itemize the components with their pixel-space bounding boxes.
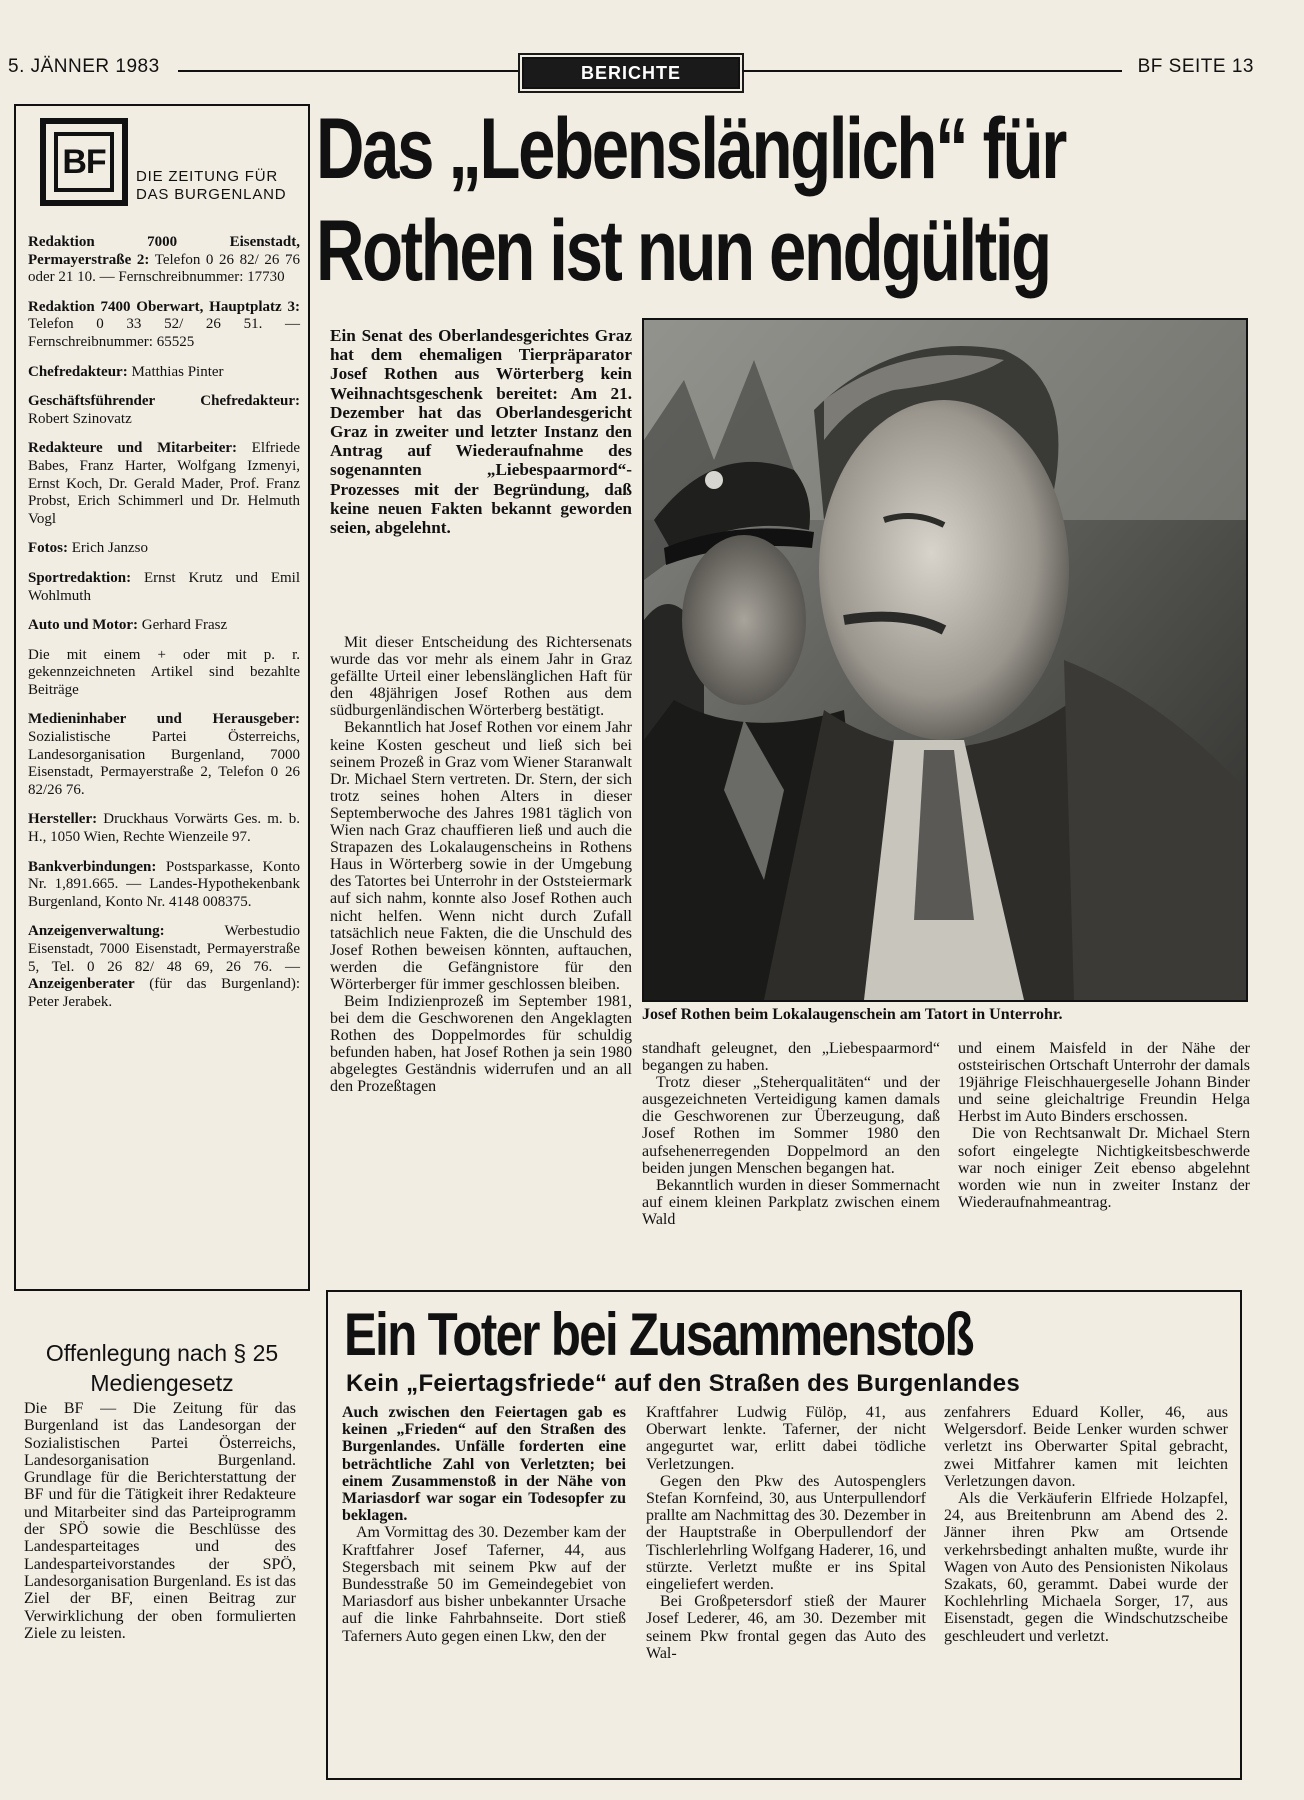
imprint-block: Chefredakteur: Matthias Pinter (28, 363, 224, 380)
paragraph: Gegen den Pkw des Autospenglers Stefan Kornfeind, 30, aus Unterpullendorf prallte am Nachmittag des 30. Dezember in der Hauptstraße in Oberpullendorf der Tischlerlehrling Wolfgang Haderer, 16, und stürzte. Verletzt mußte er ins Spital eingeliefert werden. (646, 1472, 926, 1594)
imprint-block: Auto und Motor: Gerhard Frasz (28, 617, 228, 634)
paragraph: zenfahrers Eduard Koller, 46, aus Welgersdorf. Beide Lenker wurden schwer verletzt ins Oberwarter Spital gebracht, zwei Mitfahrer kamen mit leichten Verletzungen davon. (944, 1404, 1228, 1490)
article-column-3 (958, 1040, 1250, 1211)
article-column-1 (330, 634, 632, 1096)
imprint-block: Redakteure und Mitarbeiter: Elfriede Babes, Franz Harter, Wolfgang Izmenyi, Ernst Koch, Dr. Gerald Mader, Prof. Franz Probst, Erich Schimmerl und Dr. Helmuth Vogl (28, 440, 300, 527)
headline-accident: Ein Toter bei Zusammenstoß (344, 1301, 973, 1368)
imprint-block: Die mit einem + oder mit p. r. gekennzeichneten Artikel sind bezahlte Beiträge (28, 646, 300, 698)
paragraph: Als die Verkäuferin Elfriede Holzapfel, 24, aus Breitenbrunn am Abend des 2. Jänner ihren Pkw am Ortsende verkehrsbedingt anhalten mußte, wurde ihr Wagen von Auto des Pensionisten Nikolaus Szakats, 60, gerammt. Dabei wurde der Kochlehrling Michaela Sorger, 17, aus Eisenstadt, gegen die Windschutzscheibe geschleudert und verletzt. (944, 1490, 1228, 1645)
bf-logo (40, 118, 128, 206)
section-label: BERICHTE (580, 63, 681, 83)
paragraph: Am Vormittag des 30. Dezember kam der Kraftfahrer Josef Taferner, 44, aus Stegersbach mit seinem Pkw auf der Bundesstraße 50 im Gemeindegebiet von Mariasdorf aus bisher unbekannter Ursache auf die linke Fahrbahnseite. Dort stieß Taferners Auto gegen einen Lkw, den der (342, 1524, 626, 1645)
photo-josef-rothen (642, 318, 1248, 1002)
accident-column-3 (944, 1404, 1228, 1645)
masthead-box (14, 104, 310, 1291)
imprint-block: Bankverbindungen: Postsparkasse, Konto Nr. 1,891.665. — Landes-Hypothekenbank Burgenland, Konto Nr. 4148 008375. (28, 858, 300, 910)
issue-date: 5. JÄNNER 1983 (8, 56, 160, 77)
headline-line-1: Das „Lebenslänglich“ für (316, 101, 1065, 197)
paragraph: Bei Großpetersdorf stieß der Maurer Josef Lederer, 46, am 30. Dezember mit seinem Pkw frontal gegen das Auto des Wal- (646, 1593, 926, 1662)
imprint-block: Sportredaktion: Ernst Krutz und Emil Wohlmuth (28, 569, 300, 604)
accident-column-2 (646, 1404, 926, 1662)
paragraph: Bekanntlich wurden in dieser Sommernacht auf einem kleinen Parkplatz zwischen einem Wald (642, 1176, 940, 1228)
page-number: BF SEITE 13 (1137, 56, 1254, 77)
paragraph: Trotz dieser „Steherqualitäten“ und der ausgezeichneten Verteidigung kamen damals die Geschworenen zur Überzeugung, daß Josef Rothen im Sommer 1980 den aufsehenerregenden Doppelmord an den beiden jungen Menschen begangen hat. (642, 1074, 940, 1177)
masthead-imprint (28, 234, 300, 1023)
subheadline-accident: Kein „Feiertagsfriede“ auf den Straßen des Burgenlandes (346, 1370, 1020, 1397)
accident-column-1 (342, 1404, 626, 1645)
paragraph: standhaft geleugnet, den „Liebespaarmord“ begangen zu haben. (642, 1040, 940, 1075)
article-column-2 (642, 1040, 940, 1228)
headline-line-2: Rothen ist nun endgültig (316, 203, 1050, 299)
offenlegung-title: Offenlegung nach § 25 Mediengesetz (45, 1340, 279, 1396)
masthead-tagline (136, 168, 286, 204)
paragraph: Bekanntlich hat Josef Rothen vor einem Jahr keine Kosten gescheut und ließ sich bei seinem Prozeß in Graz vom Wiener Staranwalt Dr. Michael Stern vertreten. Dr. Stern, der sich trotz seines hohen Alters in dieser Septemberwoche des Jahres 1981 täglich von Wien nach Graz chauffieren ließ und auch die Strapazen des Lokalaugenscheins in Rothens Haus in Wörterberg sowie in der Umgebung des Tatortes bei Unterrohr in der Oststeiermark auf sich nahm, konnte also Josef Rothen auch nicht helfen. Wenn nicht durch Zufall tatsächlich neue Fakten, die die Unschuld des Josef Rothen beweisen könnten, auftauchen, werden die Gefängnistore für den Wörterberger für immer geschlossen bleiben. (330, 719, 632, 993)
imprint-block: Redaktion 7400 Oberwart, Hauptplatz 3: Telefon 0 33 52/ 26 51. — Fernschreibnummer: 65525 (28, 298, 300, 350)
imprint-block: Anzeigenverwaltung: Werbestudio Eisenstadt, 7000 Eisenstadt, Permayerstraße 5, Tel. 0 26 82/ 48 69, 26 76. — Anzeigenberater (für das Burgenland): Peter Jerabek. (28, 923, 300, 1010)
header-rule-right (742, 70, 1122, 72)
paragraph: Die von Rechtsanwalt Dr. Michael Stern sofort eingelegte Nichtigkeitsbeschwerde war noch einiger Zeit ebenso abgelehnt worden wie nun in zweiter Instanz der Wiederaufnahmeantrag. (958, 1125, 1250, 1211)
tagline-line-2: DAS BURGENLAND (136, 186, 287, 203)
photo-image (644, 320, 1246, 1000)
paragraph: und einem Maisfeld in der Nähe der oststeirischen Ortschaft Unterrohr der damals 19jährige Fleischhauergeselle Johann Binder und seine gleichaltrige Freundin Helga Herbst im Auto Binders erschossen. (958, 1040, 1250, 1126)
photo-caption: Josef Rothen beim Lokalaugenschein am Tatort in Unterrohr. (642, 1006, 1063, 1023)
imprint-block: Hersteller: Druckhaus Vorwärts Ges. m. b. H., 1050 Wien, Rechte Wienzeile 97. (28, 811, 300, 846)
section-label-box (522, 57, 740, 89)
imprint-block: Fotos: Erich Janzso (28, 540, 148, 557)
header-rule-left (178, 70, 518, 72)
headline-rothen (316, 98, 1065, 302)
imprint-block: Redaktion 7000 Eisenstadt, Permayerstraße 2: Telefon 0 26 82/ 26 76 oder 21 10. — Fernschreibnummer: 17730 (28, 234, 300, 286)
imprint-block: Medieninhaber und Herausgeber: Sozialistische Partei Österreichs, Landesorganisation Burgenland, 7000 Eisenstadt, Permayerstraße 2, Telefon 0 26 82/26 76. (28, 711, 300, 798)
paragraph: Kraftfahrer Ludwig Fülöp, 41, aus Oberwart lenkte. Taferner, der nicht angegurtet war, erlitt dabei tödliche Verletzungen. (646, 1404, 926, 1473)
paragraph: Auch zwischen den Feiertagen gab es keinen „Frieden“ auf den Straßen des Burgenlandes. Unfälle forderten eine beträchtliche Zahl von Verletzten; bei einem Zusammenstoß in der Nähe von Mariasdorf war sogar ein Todesopfer zu beklagen. (342, 1404, 626, 1525)
tagline-line-1: DIE ZEITUNG FÜR (136, 168, 278, 185)
paragraph: Beim Indizienprozeß im September 1981, bei dem die Geschworenen den Angeklagten Rothen des Doppelmordes für schuldig befunden haben, hat Josef Rothen ja sein 1980 abgelegtes Geständnis widerrufen und an all den Prozeßtagen (330, 992, 632, 1096)
imprint-block: Geschäftsführender Chefredakteur: Robert Szinovatz (28, 393, 300, 427)
offenlegung-text: Die BF — Die Zeitung für das Burgenland ist das Landesorgan der Sozialistischen Partei Österreichs, Landesorganisation Burgenland. Grundlage für die Berichterstattung der BF und für die Tätigkeit ihrer Redakteure und Mitarbeiter sind das Parteiprogramm der SPÖ sowie die Beschlüsse des Landesparteitages und des Landesparteivorstandes der SPÖ, Landesorganisation Burgenland. Es ist das Ziel der BF, einen Beitrag zur Verwirklichung der oben formulierten Ziele zu leisten. (24, 1400, 296, 1642)
article-lead: Ein Senat des Oberlandesgerichtes Graz hat dem ehemaligen Tierpräparator Josef Rothen aus Wörterberg kein Weihnachtsgeschenk bereitet: Am 21. Dezember hat das Oberlandesgericht Graz in zweiter und letzter Instanz den Antrag auf Wiederaufnahme des sogenannten „Liebespaarmord“-Prozesses mit der Begründung, daß keine neuen Fakten bekannt geworden seien, abgelehnt. (330, 326, 632, 538)
paragraph: Mit dieser Entscheidung des Richtersenats wurde das vor mehr als einem Jahr in Graz gefällte Urteil einer lebenslänglichen Haft für den 48jährigen Josef Rothen aus dem südburgenländischen Wörterberg bestätigt. (330, 634, 632, 720)
bf-logo-text: BF (62, 142, 106, 181)
